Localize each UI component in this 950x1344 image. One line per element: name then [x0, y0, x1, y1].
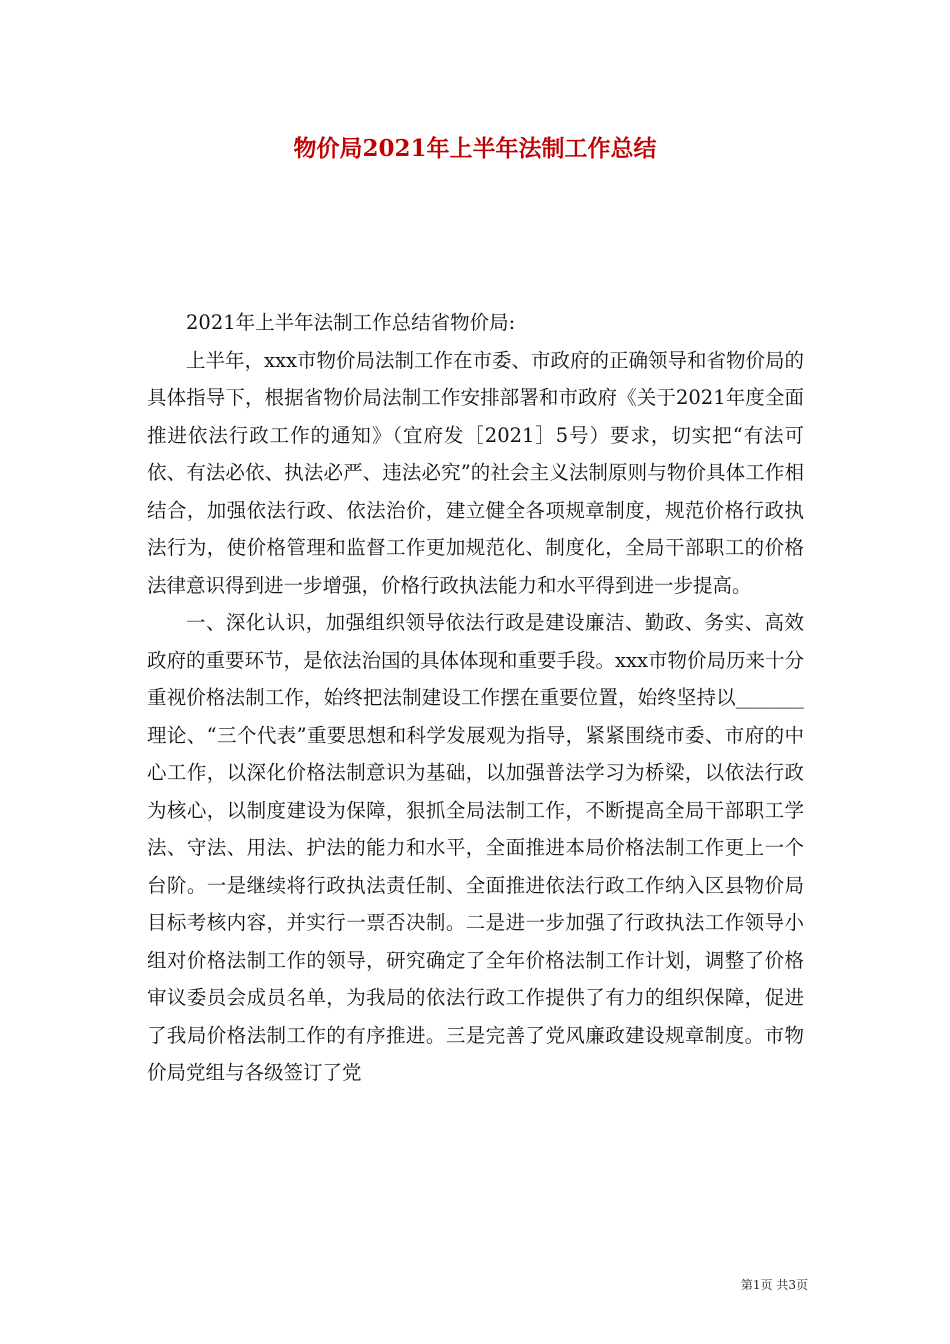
paragraph-heading: 2021年上半年法制工作总结省物价局: — [186, 311, 516, 334]
paragraph-section-1: 一、深化认识，加强组织领导依法行政是建设廉洁、勤政、务实、高效政府的重要环节，是依法治国的具体体现和重要手段。xxx市物价局历来十分重视价格法制工作，始终把法制建设工作摆在重要位置，始终坚持以_______理论、“三个代表”重要思想和科学发展观为指导，紧紧围绕市委、市府的中心工作，以深化价格法制意识为基础，以加强普法学习为桥梁，以依法行政为核心，以制度建设为保障，狠抓全局法制工作，不断提高全局干部职工学法、守法、用法、护法的能力和水平，全面推进本局价格法制工作更上一个台阶。一是继续将行政执法责任制、全面推进依法行政工作纳入区县物价局目标考核内容，并实行一票否决制。二是进一步加强了行政执法工作领导小组对价格法制工作的领导，研究确定了全年价格法制工作计划，调整了价格审议委员会成员名单，为我局的依法行政工作提供了有力的组织保障，促进了我局价格法制工作的有序推进。三是完善了党风廉政建设规章制度。市物价局党组与各级签订了党 — [147, 611, 804, 1084]
paragraph-intro: 上半年，xxx市物价局法制工作在市委、市政府的正确领导和省物价局的具体指导下，根据省物价局法制工作安排部署和市政府《关于2021年度全面推进依法行政工作的通知》（宜府发［2021］5号）要求，切实把“有法可依、有法必依、执法必严、违法必究”的社会主义法制原则与物价具体工作相结合，加强依法行政、依法治价，建立健全各项规章制度，规范价格行政执法行为，使价格管理和监督工作更加规范化、制度化，全局干部职工的价格法律意识得到进一步增强，价格行政执法能力和水平得到进一步提高。 — [147, 348, 804, 597]
document-body — [147, 304, 804, 1092]
document-title: 物价局2021年上半年法制工作总结 — [293, 135, 657, 162]
page-number-footer: 第1页 共3页 — [740, 1278, 808, 1292]
